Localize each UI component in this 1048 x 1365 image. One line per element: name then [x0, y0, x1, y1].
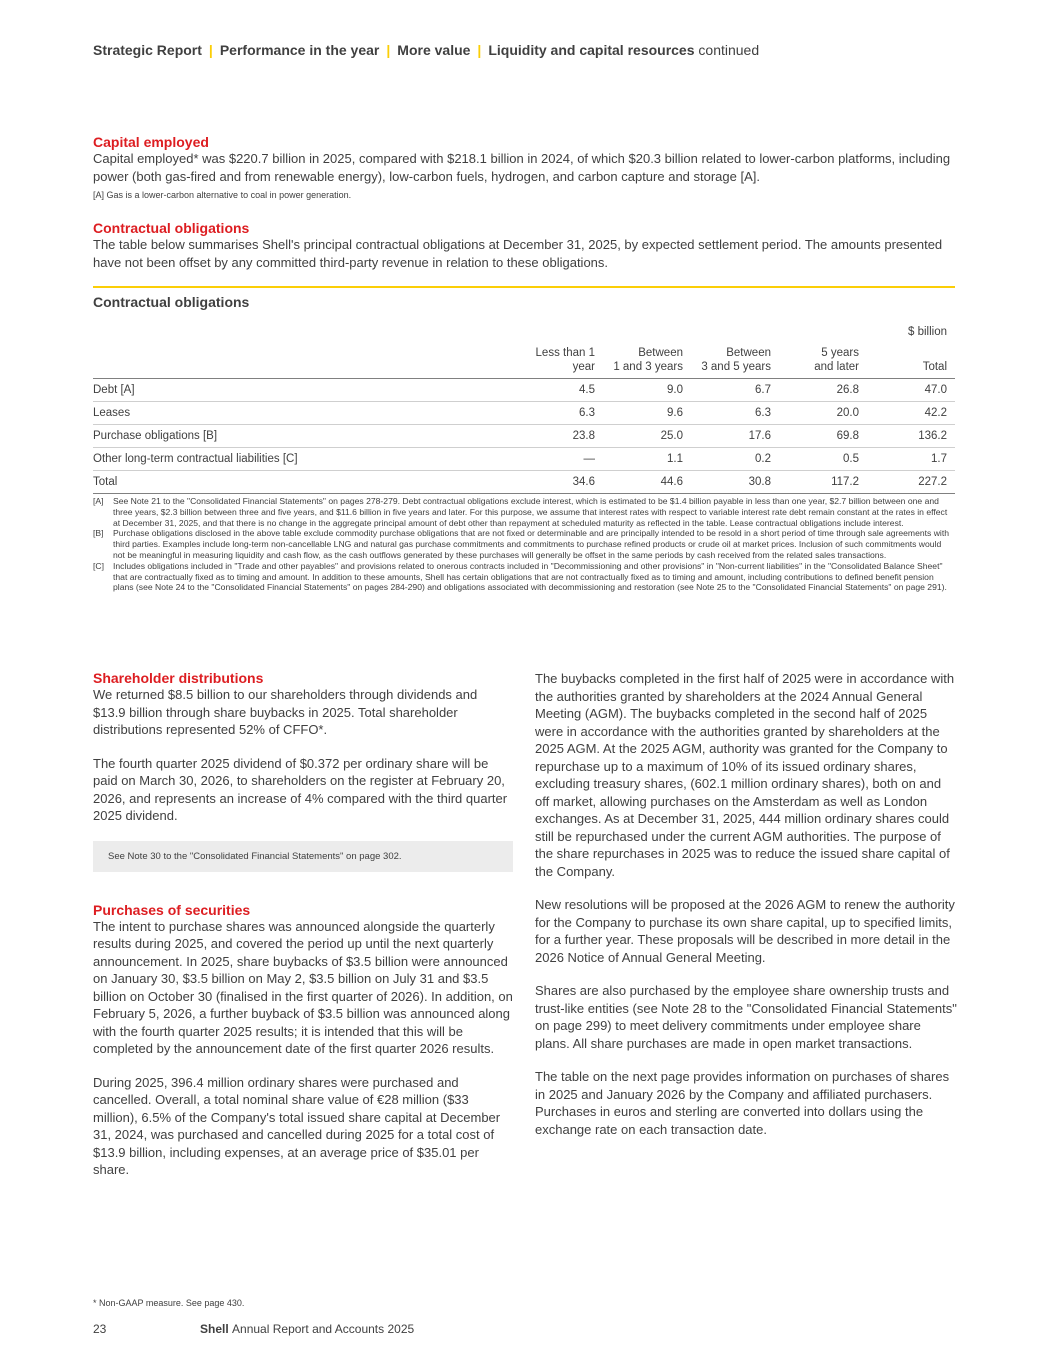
table-cell: 0.5	[779, 448, 867, 471]
footnote-key: [B]	[93, 528, 104, 539]
breadcrumb-item-performance[interactable]: Performance in the year	[219, 42, 380, 58]
table-cell: 6.7	[691, 379, 779, 402]
capital-employed-text: Capital employed* was $220.7 billion in 2025, compared with $218.1 billion in 2024, of which $20.3 billion related to lower-carbon platforms, including power (both gas-fired and from renewable energy), low-carbon fuels, hydrogen, and carbon capture and storage [A].	[93, 151, 951, 184]
contractual-obligations-table-block	[93, 286, 955, 494]
table-cell: 69.8	[779, 425, 867, 448]
table-row-label: Debt [A]	[93, 379, 521, 402]
table-header-row	[93, 342, 955, 379]
table-row-label: Leases	[93, 402, 521, 425]
right-column	[535, 670, 957, 1154]
table-header-cell: Between 3 and 5 years	[691, 342, 779, 379]
page-footer	[93, 1322, 414, 1336]
shareholder-distributions-heading: Shareholder distributions	[93, 670, 264, 686]
table-footnotes	[93, 496, 955, 593]
table-header-cell: 5 years and later	[779, 342, 867, 379]
table-cell: 47.0	[867, 379, 955, 402]
table-cell: 30.8	[691, 471, 779, 494]
table-header-cell: Total	[867, 342, 955, 379]
table-row	[93, 425, 955, 448]
purchases-of-securities-heading: Purchases of securities	[93, 901, 251, 918]
table-cell: 6.3	[521, 402, 603, 425]
purchases-paragraph: The intent to purchase shares was announced alongside the quarterly results during 2025, and covered the period up until the next quarterly announcement. In 2025, share buybacks of $3.5 billion were announced on January 30, $3.5 billion on May 2, $3.5 billion on July 31 and $3.5 billion on October 30 (finalised in the first quarter of 2026). In addition, on February 5, 2026, a further buyback of $3.5 billion was announced along with the fourth quarter 2025 results; it is intended that this will be completed by the announcement date of the first quarter 2026 results.	[93, 918, 513, 1056]
table-cell: —	[521, 448, 603, 471]
table-title-bar	[93, 286, 955, 310]
table-unit: $ billion	[908, 326, 947, 338]
non-gaap-note: * Non-GAAP measure. See page 430.	[93, 1298, 245, 1308]
breadcrumb-item-liquidity[interactable]: Liquidity and capital resources	[488, 42, 695, 58]
footnote-key: [A]	[93, 496, 104, 506]
breadcrumb-separator: |	[386, 42, 391, 58]
table-header-cell: Less than 1 year	[521, 342, 603, 379]
contractual-obligations-text: The table below summarises Shell's principal contractual obligations at December 31, 2025, by expected settlement period. The amounts presented have not been offset by any committed third-party revenue in relation to these obligations.	[93, 237, 943, 270]
capital-employed-heading: Capital employed	[93, 134, 209, 150]
table-header-empty	[93, 342, 521, 379]
table-row-label: Total	[93, 471, 521, 494]
table-cell: 17.6	[691, 425, 779, 448]
table-cell: 9.6	[603, 402, 691, 425]
table-cell: 4.5	[521, 379, 603, 402]
breadcrumb-item-more-value[interactable]: More value	[397, 42, 471, 58]
breadcrumb-separator: |	[477, 42, 482, 58]
table-cell: 34.6	[521, 471, 603, 494]
footnote-text: Includes obligations included in "Trade and other payables" and provisions related to onerous contracts included in "Decommissioning and other provisions" in "Non-current liabilities" in the "Consolidated Balance Sheet" that are contractually fixed as to timing and amount. In addition to these amounts, Shell has certain obligations that are not contractually fixed as to timing and amount, including contributions to defined benefit pension plans (see Note 24 to the "Consolidated Financial Statements" on pages 284-290) and obligations associated with decommissioning and restoration (see Note 25 to the "Consolidated Financial Statements" on page 291).	[113, 560, 947, 593]
publication-title: Annual Report and Accounts 2025	[232, 1322, 415, 1336]
table-cell: 1.7	[867, 448, 955, 471]
table-row	[93, 402, 955, 425]
right-paragraph: Shares are also purchased by the employee share ownership trusts and trust-like entities (see Note 28 to the "Consolidated Financial Statements" on page 299) to meet delivery commitments under employee share plans. All share purchases are made in open market transactions.	[535, 983, 957, 1051]
shareholder-paragraph: We returned $8.5 billion to our shareholders through dividends and $13.9 billion through share buybacks in 2025. Total shareholder distributions represented 52% of CFFO*.	[93, 687, 478, 737]
table-cell: 26.8	[779, 379, 867, 402]
table-cell: 44.6	[603, 471, 691, 494]
table-cell: 20.0	[779, 402, 867, 425]
right-paragraph: The table on the next page provides information on purchases of shares in 2025 and January 2026 by the Company and affiliated purchasers. Purchases in euros and sterling are converted into dollars using the exchange rate on each transaction date.	[535, 1069, 950, 1137]
right-paragraph: New resolutions will be proposed at the 2026 AGM to renew the authority for the Company to purchase its own share capital, up to specified limits, for a further year. These proposals will be described in more detail in the 2026 Notice of Annual General Meeting.	[535, 897, 955, 965]
purchases-paragraph: During 2025, 396.4 million ordinary shares were purchased and cancelled. Overall, a total nominal share value of €28 million ($33 million), 6.5% of the Company's total issued share capital at December 31, 2024, was purchased and cancelled during 2025 for a total cost of $13.9 billion, including expenses, at an average price of $35.01 per share.	[93, 1074, 501, 1177]
table-row	[93, 379, 955, 402]
breadcrumb-item-strategic-report[interactable]: Strategic Report	[93, 42, 202, 58]
capital-employed-note: [A] Gas is a lower-carbon alternative to coal in power generation.	[93, 190, 352, 200]
page-number: 23	[93, 1322, 107, 1336]
breadcrumb-suffix: continued	[698, 42, 760, 58]
capital-employed-section	[93, 134, 955, 201]
table-row	[93, 448, 955, 471]
table-cell: 117.2	[779, 471, 867, 494]
table-row-label: Purchase obligations [B]	[93, 425, 521, 448]
table-cell: 23.8	[521, 425, 603, 448]
see-note-box[interactable]: See Note 30 to the "Consolidated Financial Statements" on page 302.	[93, 841, 513, 872]
footnote-a	[93, 496, 955, 528]
table-cell: 227.2	[867, 471, 955, 494]
brand-name: Shell	[200, 1322, 229, 1336]
table-cell: 136.2	[867, 425, 955, 448]
table-title: Contractual obligations	[93, 294, 250, 310]
contractual-obligations-heading: Contractual obligations	[93, 220, 250, 236]
shareholder-paragraph: The fourth quarter 2025 dividend of $0.372 per ordinary share will be paid on March 30, 2026, to shareholders on the register at February 20, 2026, and represents an increase of 4% compared with the third quarter 2025 dividend.	[93, 755, 508, 823]
left-column	[93, 670, 513, 1195]
footnote-text: Purchase obligations disclosed in the above table exclude commodity purchase obligations that are not fixed or determinable and are principally intended to be resold in a short period of time through sale agreements with third parties. Examples include long-term non-cancellable LNG and natural gas purchase commitments and commitments to purchase refined products or crude oil at market prices. Inclusion of such commitments would not be meaningful in measuring liquidity and cash flow, as the cash outflows generated by these purchases will generally be offset in the same periods by cash received from the related sales transactions.	[113, 528, 949, 560]
right-paragraph: The buybacks completed in the first half of 2025 were in accordance with the authorities granted by shareholders at the 2024 Annual General Meeting (AGM). The buybacks completed in the second half of 2025 were in accordance with the authorities granted by shareholders at the 2025 AGM. At the 2025 AGM, authority was granted for the Company to repurchase up to a maximum of 10% of its issued ordinary shares, excluding treasury shares, (602.1 million ordinary shares), both on and off market, allowing purchases on the Amsterdam as well as London exchanges. As at December 31, 2025, 444 million ordinary shares could still be repurchased under the current AGM authorities. The purpose of the share repurchases in 2025 was to reduce the issued share capital of the Company.	[535, 671, 955, 879]
table-cell: 42.2	[867, 402, 955, 425]
footnote-text: See Note 21 to the "Consolidated Financial Statements" on pages 278-279. Debt contractual obligations exclude interest, which is estimated to be $1.4 billion payable in less than one year, $2.7 billion between one and three years, $2.3 billion between three and five years, and $11.6 billion in five years and later. For this purpose, we assume that interest rates with respect to variable interest rate debt remain constant at the rates in effect at December 31, 2025, and that there is no change in the aggregate principal amount of debt other than repayment at scheduled maturity as reflected in the table. Lease contractual obligations include interest.	[113, 496, 948, 528]
footnote-key: [C]	[93, 560, 104, 571]
footnote-c	[93, 561, 955, 593]
breadcrumb-separator: |	[208, 42, 213, 58]
footnote-b	[93, 528, 955, 560]
table-cell: 25.0	[603, 425, 691, 448]
table-cell: 6.3	[691, 402, 779, 425]
table-row-label: Other long-term contractual liabilities [C]	[93, 448, 521, 471]
table-cell: 0.2	[691, 448, 779, 471]
contractual-obligations-table	[93, 342, 955, 494]
breadcrumb	[93, 42, 759, 58]
table-header-cell: Between 1 and 3 years	[603, 342, 691, 379]
table-cell: 9.0	[603, 379, 691, 402]
table-cell: 1.1	[603, 448, 691, 471]
contractual-obligations-section	[93, 220, 955, 271]
table-total-row	[93, 471, 955, 494]
